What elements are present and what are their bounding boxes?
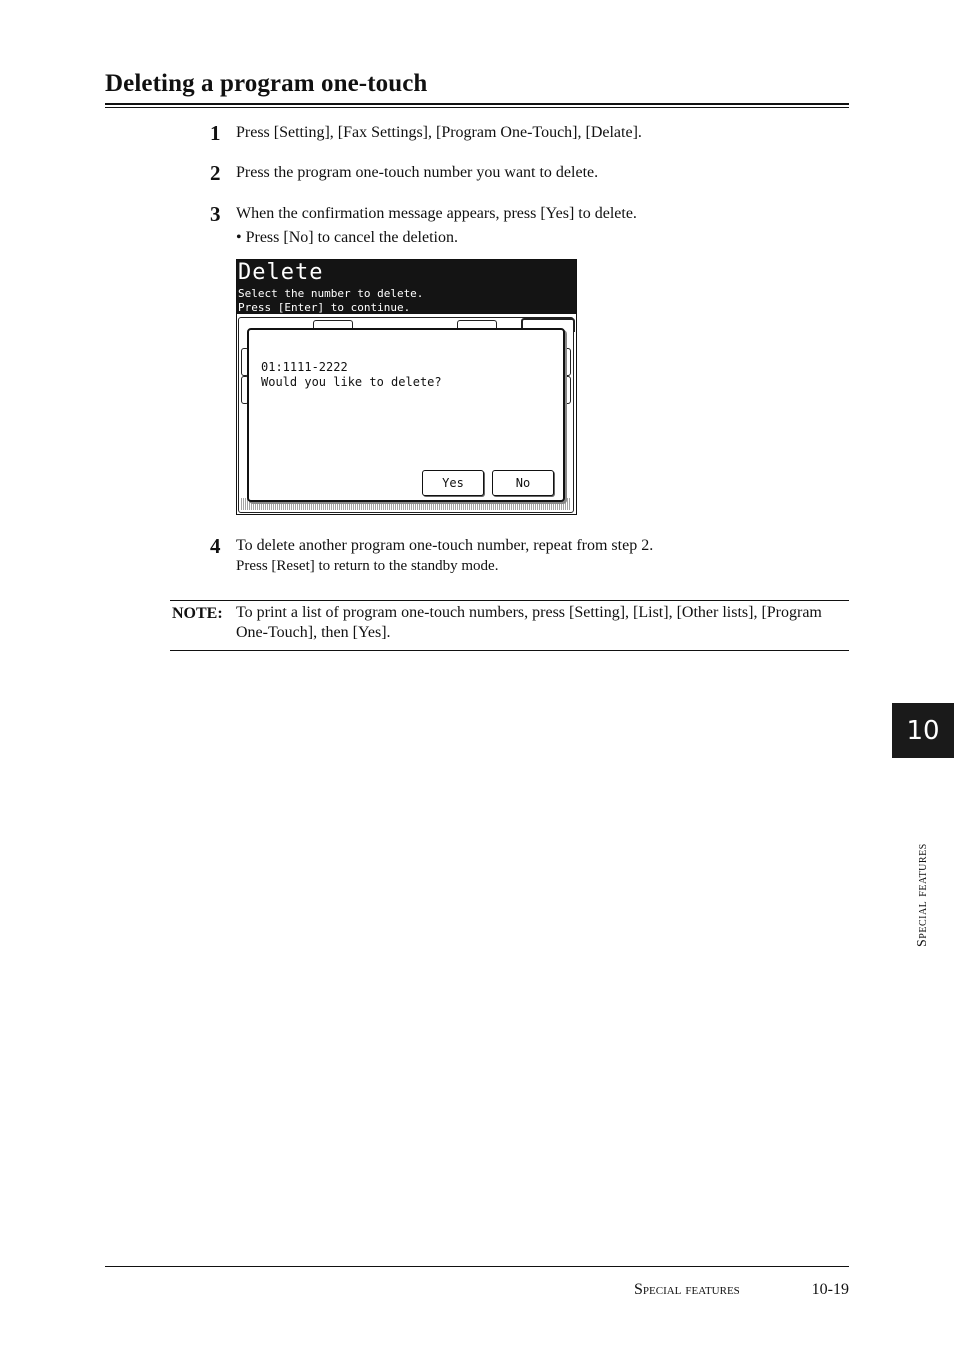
screen-title: Delete (238, 260, 324, 285)
dialog-question: Would you like to delete? (261, 375, 442, 389)
step-number-2: 2 (210, 161, 221, 185)
dialog-entry: 01:1111-2222 (261, 360, 348, 374)
chapter-tab: 10 (892, 703, 954, 758)
note-text: To print a list of program one-touch numbers, press [Setting], [List], [Other lists], [Program One-Touch], then [Yes]. (236, 604, 822, 641)
step-3-subtext: • Press [No] to cancel the deletion. (236, 229, 458, 246)
page-number: 10-19 (811, 1281, 849, 1298)
step-1-text: Press [Setting], [Fax Settings], [Program One-Touch], [Delate]. (236, 124, 642, 141)
note-rule-bottom (170, 650, 849, 651)
step-4-subtext: Press [Reset] to return to the standby mode. (236, 558, 499, 574)
yes-button[interactable]: Yes (422, 470, 484, 496)
heading-rule (105, 103, 849, 105)
screen-instruction-1: Select the number to delete. (238, 287, 424, 300)
screen-instruction-2: Press [Enter] to continue. (238, 301, 411, 314)
step-number-3: 3 (210, 202, 221, 226)
note-label: NOTE: (172, 605, 223, 622)
no-button[interactable]: No (492, 470, 554, 496)
step-4-text: To delete another program one-touch number, repeat from step 2. (236, 537, 654, 554)
device-screen (236, 259, 577, 515)
footer-rule (105, 1266, 849, 1267)
step-2-text: Press the program one-touch number you want to delete. (236, 164, 599, 181)
confirm-dialog (247, 328, 565, 502)
heading-rule-thin (105, 107, 849, 108)
step-number-4: 4 (210, 534, 221, 558)
footer-section-name: Special features (634, 1281, 740, 1298)
step-3-text: When the confirmation message appears, press [Yes] to delete. (236, 205, 637, 222)
section-heading: Deleting a program one-touch (105, 70, 428, 97)
step-number-1: 1 (210, 121, 221, 145)
side-section-label: Special features (915, 843, 930, 947)
screen-header (237, 260, 576, 314)
note-rule-top (170, 600, 849, 601)
